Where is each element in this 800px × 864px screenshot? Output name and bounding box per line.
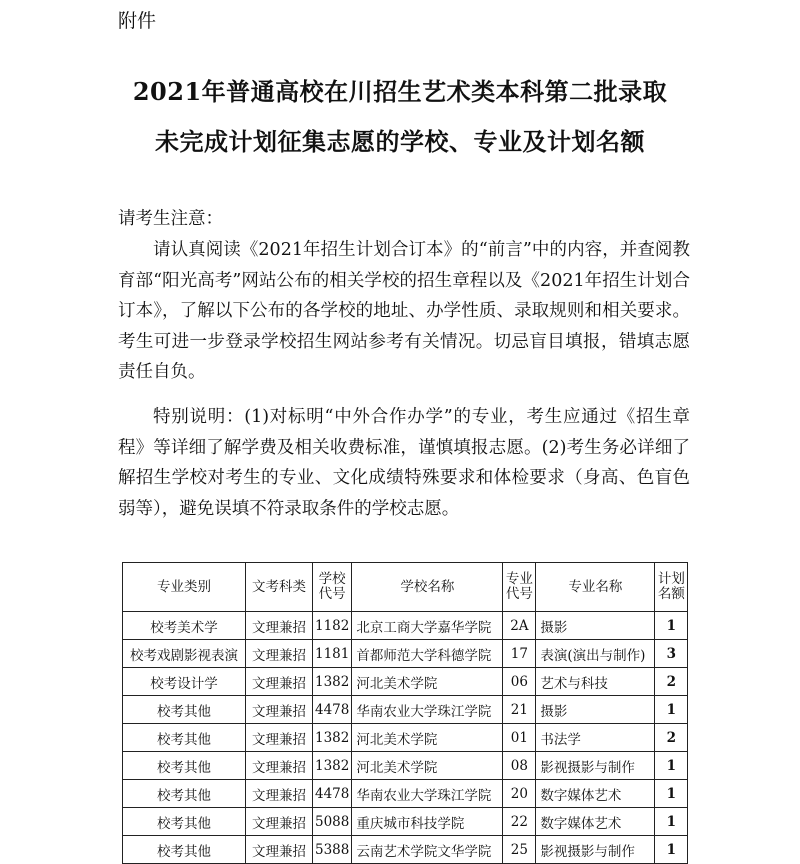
cell-plan-quota: 2 xyxy=(655,724,688,752)
table-row xyxy=(123,668,688,696)
cell-plan-quota: 3 xyxy=(655,640,688,668)
table-row xyxy=(123,612,688,640)
cell-major-name: 数字媒体艺术 xyxy=(536,780,655,808)
table-row xyxy=(123,696,688,724)
cell-plan-quota: 1 xyxy=(655,696,688,724)
notice-heading: 请考生注意： xyxy=(118,209,223,229)
cell-major-category: 校考其他 xyxy=(123,696,246,724)
cell-major-name: 影视摄影与制作 xyxy=(536,752,655,780)
cell-plan-quota: 1 xyxy=(655,752,688,780)
cell-school-code: 1382 xyxy=(313,724,352,752)
cell-major-code: 22 xyxy=(503,808,536,836)
cell-school-code: 1182 xyxy=(313,612,352,640)
cell-major-code: 01 xyxy=(503,724,536,752)
cell-plan-quota: 1 xyxy=(655,780,688,808)
cell-school-name: 华南农业大学珠江学院 xyxy=(352,696,503,724)
table-row xyxy=(123,752,688,780)
header-plan-quota: 计划名额 xyxy=(655,563,688,612)
cell-subject-type: 文理兼招 xyxy=(246,668,313,696)
cell-school-code: 1181 xyxy=(313,640,352,668)
cell-major-code: 2A xyxy=(503,612,536,640)
cell-school-code: 5388 xyxy=(313,836,352,864)
cell-major-code: 21 xyxy=(503,696,536,724)
cell-plan-quota: 1 xyxy=(655,612,688,640)
table-row xyxy=(123,640,688,668)
cell-plan-quota: 1 xyxy=(655,808,688,836)
table-row xyxy=(123,808,688,836)
cell-major-name: 数字媒体艺术 xyxy=(536,808,655,836)
header-major-name: 专业名称 xyxy=(536,563,655,612)
cell-subject-type: 文理兼招 xyxy=(246,612,313,640)
cell-major-name: 艺术与科技 xyxy=(536,668,655,696)
table-row xyxy=(123,780,688,808)
cell-subject-type: 文理兼招 xyxy=(246,640,313,668)
cell-school-code: 4478 xyxy=(313,696,352,724)
cell-school-name: 重庆城市科技学院 xyxy=(352,808,503,836)
cell-school-name: 河北美术学院 xyxy=(352,668,503,696)
cell-subject-type: 文理兼招 xyxy=(246,752,313,780)
cell-major-code: 06 xyxy=(503,668,536,696)
table-header-row xyxy=(123,563,688,612)
cell-subject-type: 文理兼招 xyxy=(246,836,313,864)
cell-major-code: 08 xyxy=(503,752,536,780)
cell-major-name: 影视摄影与制作 xyxy=(536,836,655,864)
cell-major-name: 书法学 xyxy=(536,724,655,752)
document-title-line2: 未完成计划征集志愿的学校、专业及计划名额 xyxy=(155,127,645,156)
cell-subject-type: 文理兼招 xyxy=(246,724,313,752)
cell-school-name: 河北美术学院 xyxy=(352,724,503,752)
cell-plan-quota: 1 xyxy=(655,836,688,864)
cell-major-code: 17 xyxy=(503,640,536,668)
notice-paragraph-2: 特别说明：(1)对标明“中外合作办学”的专业，考生应通过《招生章程》等详细了解学费及相关收费标准，谨慎填报志愿。(2)考生务必详细了解招生学校对考生的专业、文化成绩特殊要求和体检要求（身高、色盲色弱等），避免误填不符录取条件的学校志愿。 xyxy=(118,407,690,519)
cell-major-category: 校考其他 xyxy=(123,836,246,864)
cell-school-name: 华南农业大学珠江学院 xyxy=(352,780,503,808)
header-school-name: 学校名称 xyxy=(352,563,503,612)
cell-plan-quota: 2 xyxy=(655,668,688,696)
cell-major-category: 校考其他 xyxy=(123,808,246,836)
document-title-line1: 2021年普通高校在川招生艺术类本科第二批录取 xyxy=(132,77,668,106)
cell-subject-type: 文理兼招 xyxy=(246,780,313,808)
cell-major-category: 校考其他 xyxy=(123,780,246,808)
header-subject-type: 文考科类 xyxy=(246,563,313,612)
cell-major-name: 表演(演出与制作) xyxy=(536,640,655,668)
table-row xyxy=(123,836,688,864)
cell-school-code: 4478 xyxy=(313,780,352,808)
cell-major-category: 校考其他 xyxy=(123,752,246,780)
cell-school-name: 云南艺术学院文华学院 xyxy=(352,836,503,864)
table-row xyxy=(123,724,688,752)
cell-major-name: 摄影 xyxy=(536,612,655,640)
header-major-code: 专业代号 xyxy=(503,563,536,612)
notice-paragraph-1: 请认真阅读《2021年招生计划合订本》的“前言”中的内容，并查阅教育部“阳光高考”网站公布的相关学校的招生章程以及《2021年招生计划合订本》，了解以下公布的各学校的地址、办学性质、录取规则和相关要求。考生可进一步登录学校招生网站参考有关情况。切忌盲目填报，错填志愿责任自负。 xyxy=(118,240,690,382)
cell-major-category: 校考美术学 xyxy=(123,612,246,640)
cell-school-name: 北京工商大学嘉华学院 xyxy=(352,612,503,640)
header-major-category: 专业类别 xyxy=(123,563,246,612)
header-school-code: 学校代号 xyxy=(313,563,352,612)
cell-major-category: 校考戏剧影视表演 xyxy=(123,640,246,668)
cell-major-name: 摄影 xyxy=(536,696,655,724)
enrollment-plan-table xyxy=(122,562,688,864)
cell-school-code: 1382 xyxy=(313,752,352,780)
attachment-label: 附件 xyxy=(118,10,157,32)
cell-major-code: 25 xyxy=(503,836,536,864)
cell-major-category: 校考设计学 xyxy=(123,668,246,696)
cell-subject-type: 文理兼招 xyxy=(246,696,313,724)
cell-major-category: 校考其他 xyxy=(123,724,246,752)
cell-school-name: 河北美术学院 xyxy=(352,752,503,780)
cell-subject-type: 文理兼招 xyxy=(246,808,313,836)
cell-school-code: 5088 xyxy=(313,808,352,836)
cell-school-code: 1382 xyxy=(313,668,352,696)
cell-school-name: 首都师范大学科德学院 xyxy=(352,640,503,668)
cell-major-code: 20 xyxy=(503,780,536,808)
